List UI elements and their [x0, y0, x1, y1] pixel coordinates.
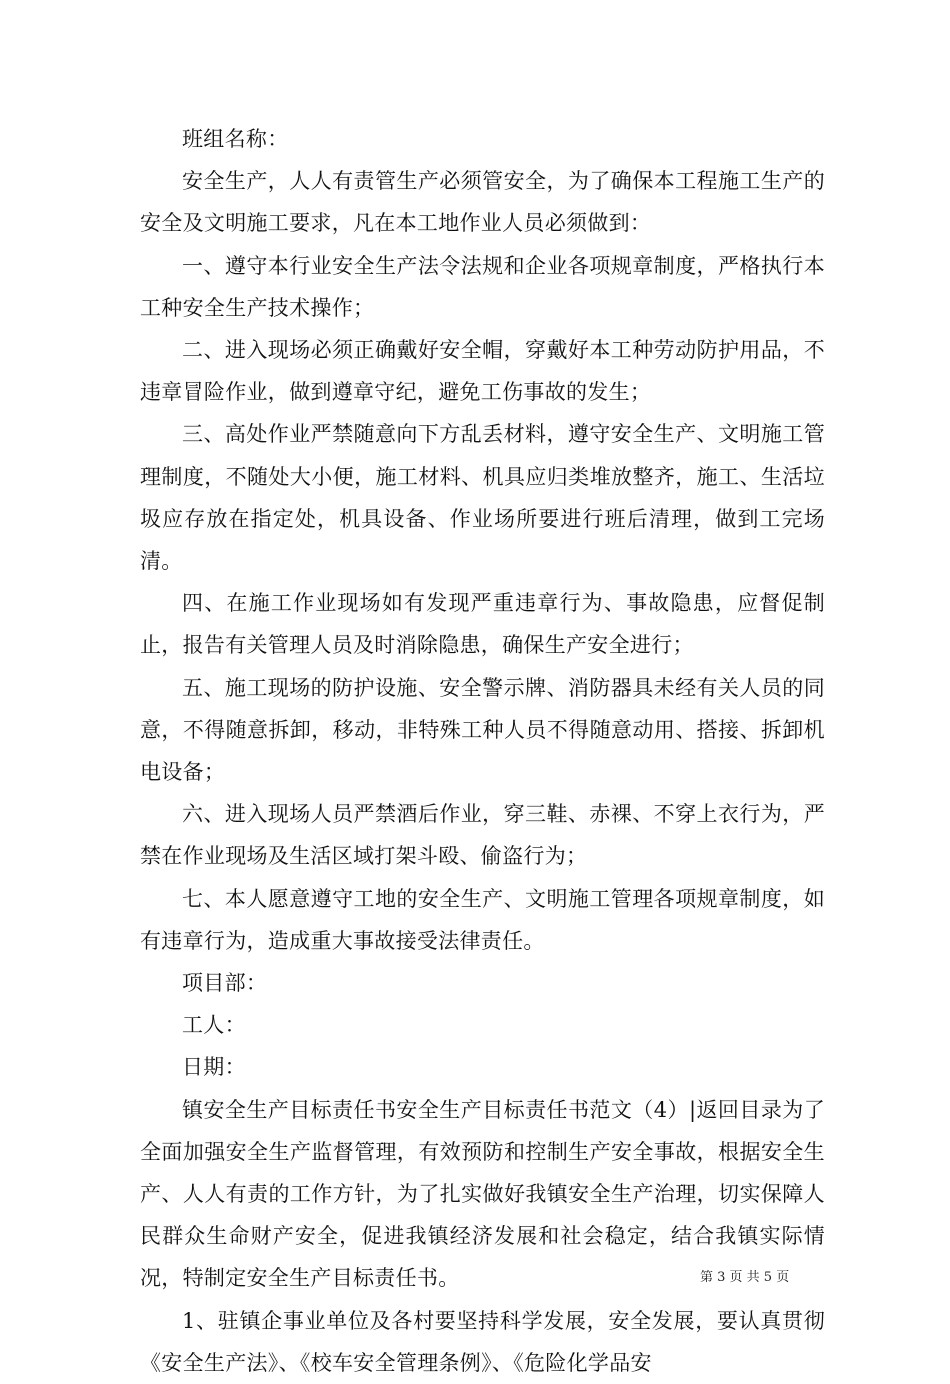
- item-1-paragraph: 1、驻镇企事业单位及各村要坚持科学发展，安全发展，要认真贯彻《安全生产法》、《校车安全管理条例》、《危险化学品安: [140, 1308, 825, 1375]
- page-number-footer: 第 3 页 共 5 页: [700, 1270, 790, 1285]
- date-line: 日期：: [182, 1055, 246, 1080]
- section-4-intro-paragraph: 镇安全生产目标责任书安全生产目标责任书范文（4）|返回目录为了全面加强安全生产监督管理，有效预防和控制生产安全事故，根据安全生产、人人有责的工作方针，为了扎实做好我镇安全生产治理，切实保障人民群众生命财产安全，促进我镇经济发展和社会稳定，结合我镇实际情况，特制定安全生产目标责任书。: [140, 1097, 825, 1291]
- document-body: [140, 118, 825, 1384]
- rule-5-paragraph: 五、施工现场的防护设施、安全警示牌、消防器具未经有关人员的同意，不得随意拆卸，移动，非特殊工种人员不得随意动用、搭接、拆卸机电设备；: [140, 675, 825, 785]
- rule-2-paragraph: 二、进入现场必须正确戴好安全帽，穿戴好本工种劳动防护用品，不违章冒险作业，做到遵章守纪，避免工伤事故的发生；: [140, 338, 825, 405]
- rule-1-paragraph: 一、遵守本行业安全生产法令法规和企业各项规章制度，严格执行本工种安全生产技术操作；: [140, 253, 825, 320]
- intro-paragraph: 安全生产，人人有责管生产必须管安全，为了确保本工程施工生产的安全及文明施工要求，凡在本工地作业人员必须做到：: [140, 169, 825, 236]
- team-name-line: 班组名称：: [182, 127, 289, 151]
- rule-6-paragraph: 六、进入现场人员严禁酒后作业，穿三鞋、赤裸、不穿上衣行为，严禁在作业现场及生活区域打架斗殴、偷盗行为；: [140, 802, 825, 869]
- worker-line: 工人：: [182, 1013, 246, 1038]
- rule-7-paragraph: 七、本人愿意遵守工地的安全生产、文明施工管理各项规章制度，如有违章行为，造成重大事故接受法律责任。: [140, 886, 825, 953]
- rule-3-paragraph: 三、高处作业严禁随意向下方乱丢材料，遵守安全生产、文明施工管理制度，不随处大小便，施工材料、机具应归类堆放整齐，施工、生活垃圾应存放在指定处，机具设备、作业场所要进行班后清理，做到工完场清。: [140, 422, 825, 574]
- rule-4-paragraph: 四、在施工作业现场如有发现严重违章行为、事故隐患，应督促制止，报告有关管理人员及时消除隐患，确保生产安全进行；: [140, 591, 825, 658]
- project-dept-line: 项目部：: [182, 971, 268, 996]
